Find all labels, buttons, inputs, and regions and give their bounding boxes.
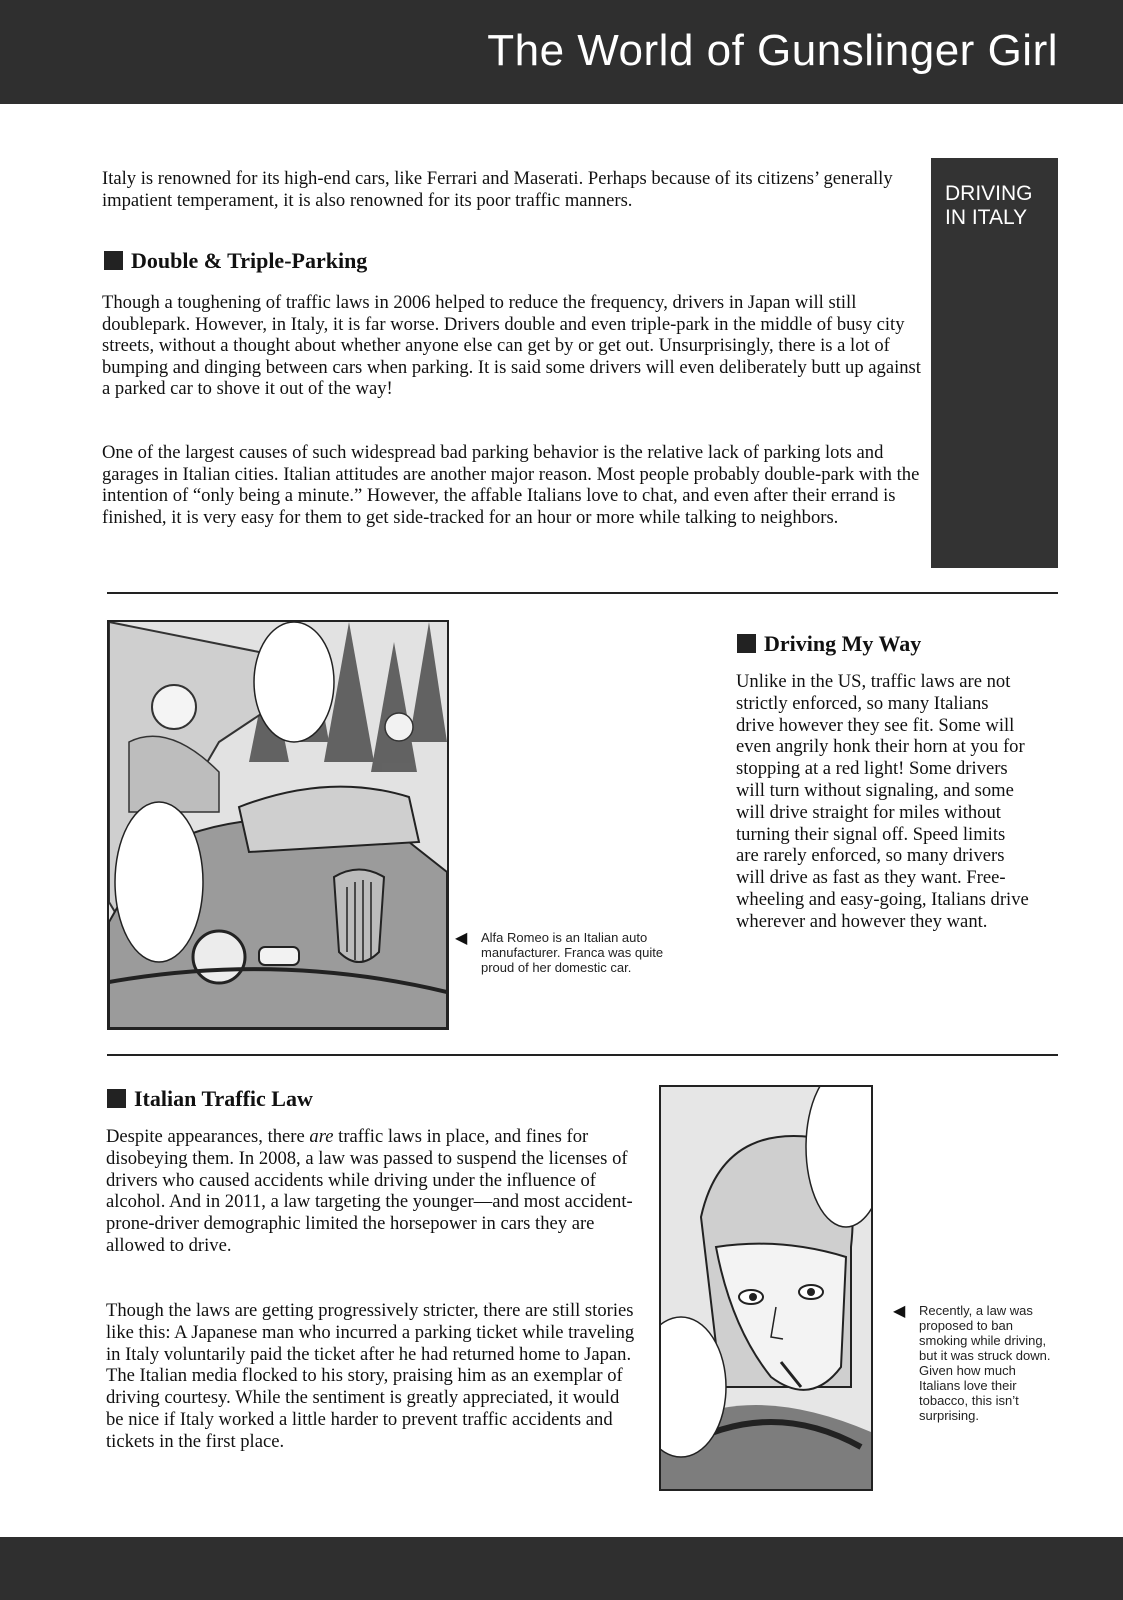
divider (107, 1054, 1058, 1056)
header-bar (0, 0, 1123, 100)
paragraph-text: traffic laws in place, and fines for disobeying them. In 2008, a law was passed to suspend the licenses of drivers who caused accidents while driving under the influence of alcohol. And in 2011, a law targeting the younger—and most accident-prone-driver demographic limited the horsepower in cars they are allowed to drive. (106, 1126, 633, 1256)
arrow-left-icon: ◀ (455, 928, 468, 947)
divider (107, 592, 1058, 594)
traffic-law-paragraph-2: Though the laws are getting progressively stricter, there are still stories like this: A Japanese man who incurred a parking ticket while traveling in Italy voluntarily paid the ticket after he had returned home to Japan. The Italian media flocked to his story, praising him as an exemplar of driving courtesy. While the sentiment is greatly appreciated, it would be nice if Italy worked a little harder to prevent traffic accidents and tickets in the first place. (106, 1300, 635, 1452)
square-bullet-icon (737, 634, 756, 653)
double-parking-paragraph-2: One of the largest causes of such widespread bad parking behavior is the relative lack of parking lots and garages in Italian cities. Italian attitudes are another major reason. Most people probably double-park with the intention of “only being a minute.” However, the affable Italians love to chat, and even after their errand is finished, it is very easy for them to get side-tracked for an hour or more while talking to neighbors. (102, 442, 920, 528)
manga-panel-car (107, 620, 449, 1030)
heading-italian-traffic-law (107, 1086, 313, 1112)
header-rule (0, 100, 1123, 104)
square-bullet-icon (107, 1089, 126, 1108)
heading-double-parking (104, 248, 367, 274)
car-caption: Alfa Romeo is an Italian auto manufacturer. Franca was quite proud of her domestic car. (481, 930, 664, 975)
heading-text: Driving My Way (764, 631, 922, 656)
paragraph-text: Despite appearances, there (106, 1126, 310, 1147)
heading-driving-my-way (737, 631, 921, 657)
square-bullet-icon (104, 251, 123, 270)
intro-paragraph: Italy is renowned for its high-end cars, like Ferrari and Maserati. Perhaps because of its citizens’ generally impatient temperament, it is also renowned for its poor traffic manners. (102, 168, 893, 211)
smoker-caption: Recently, a law was proposed to ban smoking while driving, but it was struck down. Given how much Italians love their tobacco, this isn’t surprising. (919, 1303, 1051, 1423)
manga-panel-smoker (659, 1085, 873, 1491)
heading-text: Double & Triple-Parking (131, 248, 368, 273)
heading-text: Italian Traffic Law (134, 1086, 313, 1111)
smoker-illustration (661, 1087, 871, 1489)
page-title: The World of Gunslinger Girl (487, 26, 1058, 75)
section-tab-line-2: IN ITALY (945, 206, 1028, 229)
footer-bar (0, 1537, 1123, 1600)
section-tab (931, 158, 1058, 568)
section-tab-label (945, 182, 1051, 230)
car-illustration (109, 622, 447, 1028)
double-parking-paragraph-1: Though a toughening of traffic laws in 2006 helped to reduce the frequency, drivers in Japan will still doublepark. However, in Italy, it is far worse. Drivers double and even triple-park in the middle of busy city streets, without a thought about whether anyone else can get by or get out. Unsurprisingly, there is a lot of bumping and dinging between cars when parking. It is said some drivers will even deliberately butt up against a parked car to shove it out of the way! (102, 292, 921, 400)
driving-my-way-paragraph: Unlike in the US, traffic laws are not strictly enforced, so many Italians drive however they see fit. Some will even angrily honk their horn at you for stopping at a red light! Some drivers will turn without signaling, and some will drive straight for miles without turning their signal off. Speed limits are rarely enforced, so many drivers will drive as fast as they want. Free-wheeling and easy-going, Italians drive wherever and however they want. (736, 671, 1029, 932)
traffic-law-paragraph-1 (106, 1126, 636, 1257)
emphasis-text: are (309, 1126, 334, 1147)
section-tab-line-1: DRIVING (945, 182, 1033, 205)
arrow-left-icon: ◀ (893, 1301, 906, 1320)
